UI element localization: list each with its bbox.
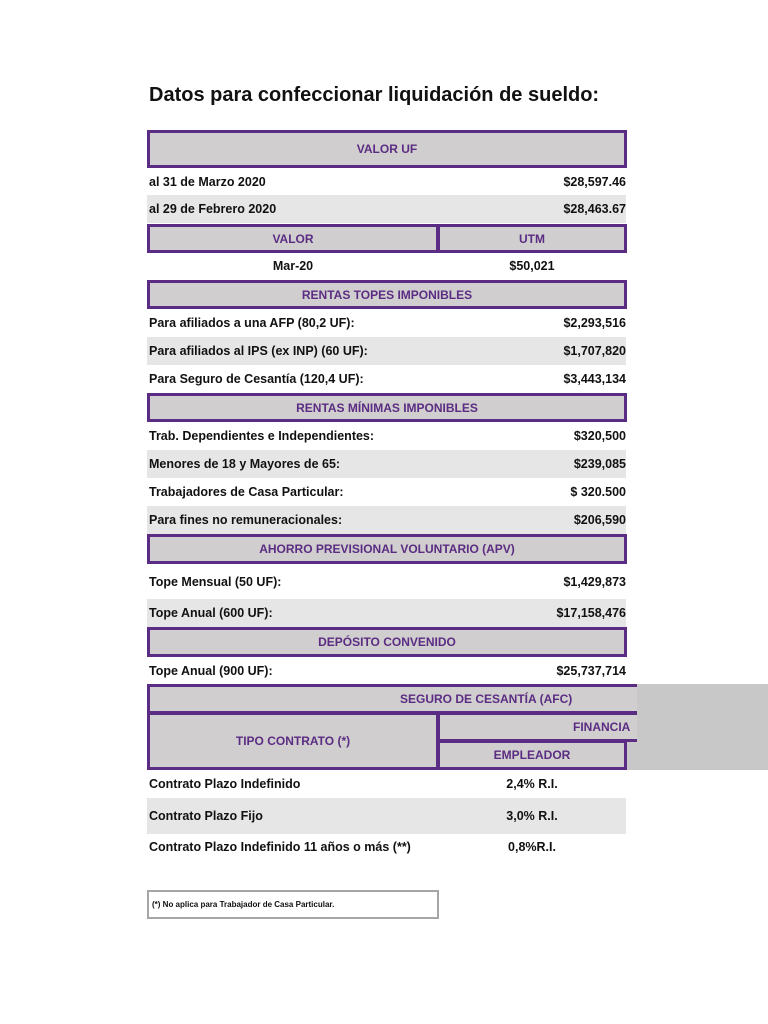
rentas-minimas-row-2 <box>147 450 626 478</box>
deposito-row-1 <box>147 657 626 684</box>
row-label: Tope Anual (600 UF): <box>149 606 273 620</box>
row-value: $28,597.46 <box>563 174 626 189</box>
afc-financia-header: FINANCIA <box>437 712 637 742</box>
footnote-box <box>147 890 439 919</box>
row-label: Para afiliados al IPS (ex INP) (60 UF): <box>149 344 368 358</box>
footnote-text: (*) No aplica para Trabajador de Casa Particular. <box>152 900 335 909</box>
row-value: $239,085 <box>573 457 626 471</box>
rentas-topes-row-1 <box>147 309 626 337</box>
rentas-minimas-row-4 <box>147 506 626 534</box>
afc-row-1-value: 2,4% R.I. <box>506 777 558 791</box>
valor-uf-row-1 <box>147 168 626 195</box>
rentas-minimas-header: RENTAS MÍNIMAS IMPONIBLES <box>147 393 627 422</box>
rentas-minimas-row-3 <box>147 478 626 506</box>
row-label: Para afiliados a una AFP (80,2 UF): <box>149 316 355 330</box>
row-label: Contrato Plazo Fijo <box>149 809 263 823</box>
page-title: Datos para confeccionar liquidación de sueldo: <box>149 84 600 106</box>
afc-tipo-contrato-header: TIPO CONTRATO (*) <box>147 712 439 770</box>
row-label: al 31 de Marzo 2020 <box>149 174 266 189</box>
afc-row-3-value: 0,8%R.I. <box>508 840 556 854</box>
row-value: $17,158,476 <box>556 606 626 620</box>
row-value: $206,590 <box>573 513 626 527</box>
row-value: $25,737,714 <box>556 663 626 678</box>
row-value: $28,463.67 <box>563 202 626 216</box>
row-label: al 29 de Febrero 2020 <box>149 202 277 216</box>
utm-value: $50,021 <box>509 259 555 273</box>
rentas-topes-row-3 <box>147 365 626 393</box>
valor-uf-row-2 <box>147 195 626 223</box>
row-value: $1,429,873 <box>563 574 626 589</box>
row-label: Contrato Plazo Indefinido 11 años o más (**) <box>149 840 411 854</box>
rentas-topes-row-2 <box>147 337 626 365</box>
row-value: $2,293,516 <box>563 316 626 330</box>
rentas-minimas-row-1 <box>147 422 626 450</box>
utm-col-utm-header: UTM <box>437 224 627 253</box>
rentas-topes-header: RENTAS TOPES IMPONIBLES <box>147 280 627 309</box>
apv-row-1 <box>147 564 626 599</box>
row-value: $ 320.500 <box>570 485 626 499</box>
valor-uf-header: VALOR UF <box>147 130 627 168</box>
row-value: $3,443,134 <box>563 372 626 386</box>
utm-col-valor-header: VALOR <box>147 224 439 253</box>
afc-empleador-header: EMPLEADOR <box>437 740 627 770</box>
row-label: Contrato Plazo Indefinido <box>149 777 301 791</box>
row-label: Tope Mensual (50 UF): <box>149 574 282 589</box>
row-value: $320,500 <box>573 429 626 443</box>
afc-row-2-value: 3,0% R.I. <box>506 809 558 823</box>
deposito-header: DEPÓSITO CONVENIDO <box>147 627 627 657</box>
row-value: $1,707,820 <box>563 344 626 358</box>
utm-period: Mar-20 <box>272 259 314 273</box>
row-label: Para Seguro de Cesantía (120,4 UF): <box>149 372 364 386</box>
row-label: Trab. Dependientes e Independientes: <box>149 429 375 443</box>
row-label: Para fines no remuneracionales: <box>149 513 343 527</box>
row-label: Menores de 18 y Mayores de 65: <box>149 457 341 471</box>
apv-row-2 <box>147 599 626 627</box>
afc-header: SEGURO DE CESANTÍA (AFC) <box>147 684 637 714</box>
row-label: Trabajadores de Casa Particular: <box>149 485 344 499</box>
afc-overflow-panel <box>626 684 768 770</box>
apv-header: AHORRO PREVISIONAL VOLUNTARIO (APV) <box>147 534 627 564</box>
row-label: Tope Anual (900 UF): <box>149 663 273 678</box>
